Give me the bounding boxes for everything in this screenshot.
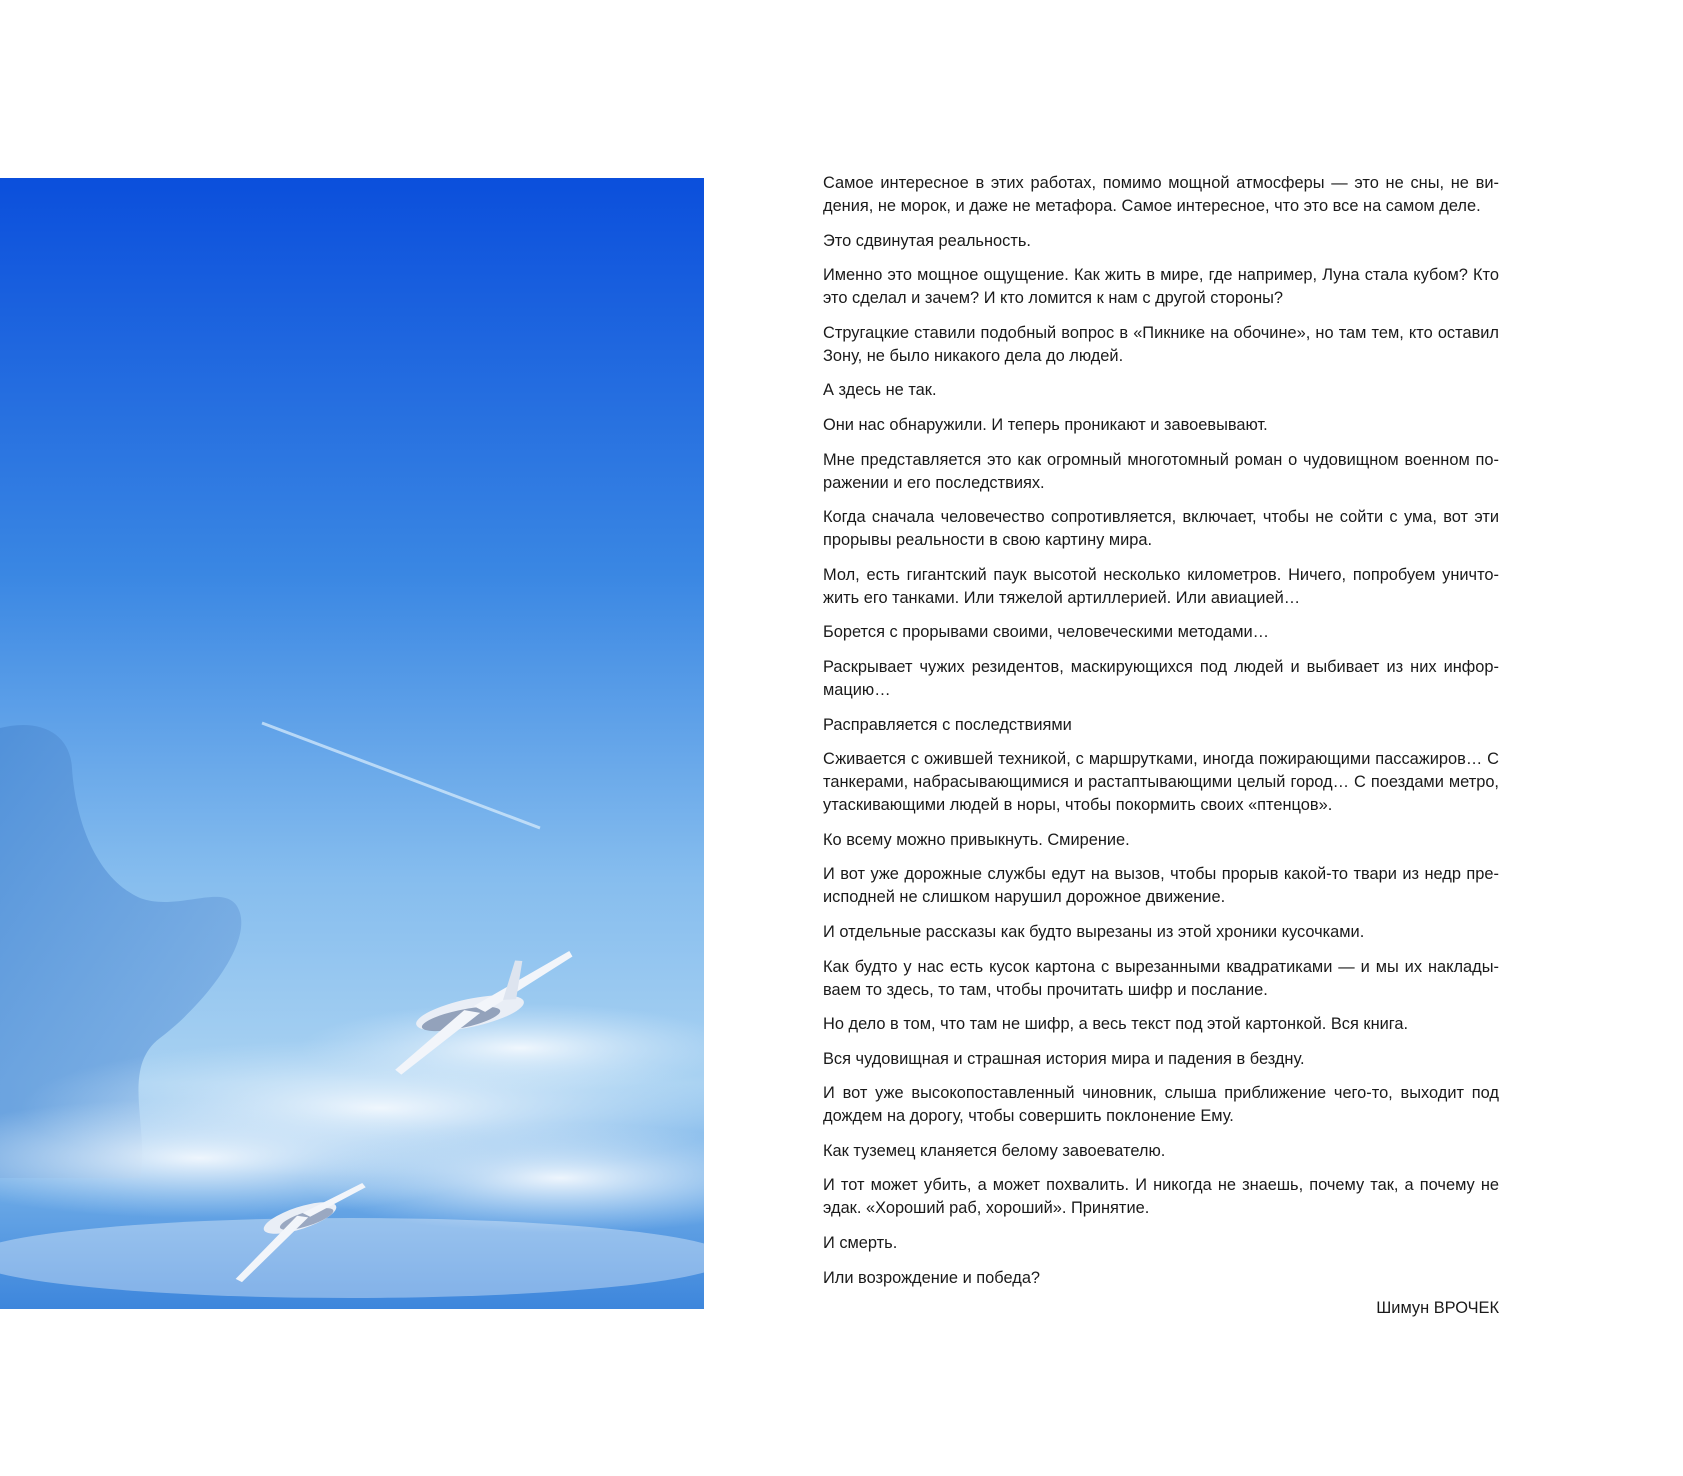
paragraph: Как будто у нас есть кусок картона с вырезанными квадратиками — и мы их накладываем то здесь, то там, чтобы прочитать шифр и послание. xyxy=(823,957,1499,999)
paragraph: Сживается с ожившей техникой, с маршрутками, иногда пожирающими пассажиров… С танкерами, набрасывающимися и растаптывающими целый город… С поездами метро, утаскивающими людей в норы, чтобы покормить своих «птенцов». xyxy=(823,750,1499,815)
paragraph: Вся чудовищная и страшная история мира и падения в бездну. xyxy=(823,1049,1305,1068)
paragraph: Или возрождение и победа? xyxy=(823,1268,1041,1287)
paragraph: Но дело в том, что там не шифр, а весь текст под этой картонкой. Вся книга. xyxy=(823,1015,1409,1034)
article-text xyxy=(823,172,1499,1320)
paragraph: Когда сначала человечество сопротивляется, включает, чтобы не сойти с ума, вот эти прорывы реальности в свою картину мира. xyxy=(823,508,1499,550)
paragraph: Раскрывает чужих резидентов, маскирующихся под людей и выбивает из них информацию… xyxy=(823,657,1499,699)
sky-scene xyxy=(0,178,704,1309)
paragraph: И вот уже высокопоставленный чиновник, слыша приближение чего-то, выходит под дождем на дорогу, чтобы совершить поклонение Ему. xyxy=(823,1084,1499,1126)
paragraph: Борется с прорывами своими, человеческими методами… xyxy=(823,623,1270,642)
paragraph: И тот может убить, а может похвалить. И никогда не знаешь, почему так, а почему не эдак. «Хороший раб, хороший». Принятие. xyxy=(823,1176,1499,1218)
paragraph: Расправляется с последствиями xyxy=(823,715,1072,734)
paragraph: А здесь не так. xyxy=(823,381,937,400)
author-signature: Шимун ВРОЧЕК xyxy=(1376,1299,1499,1318)
paragraph: И смерть. xyxy=(823,1234,898,1253)
paragraph: Ко всему можно привыкнуть. Смирение. xyxy=(823,830,1130,849)
paragraph: Мне представляется это как огромный многотомный роман о чудовищном военном поражении и его последствиях. xyxy=(823,450,1499,492)
paragraph: Именно это мощное ощущение. Как жить в мире, где например, Луна стала кубом? Кто это сделал и зачем? И кто ломится к нам с другой стороны? xyxy=(823,266,1499,308)
paragraph: Самое интересное в этих работах, помимо мощной атмосферы — это не сны, не видения, не морок, и даже не метафора. Самое интересное, что это все на самом деле. xyxy=(823,174,1499,215)
paragraph: Это сдвинутая реальность. xyxy=(823,231,1031,250)
paragraph: Стругацкие ставили подобный вопрос в «Пикнике на обочине», но там тем, кто оставил Зону, не было никакого дела до людей. xyxy=(823,323,1499,365)
paragraph: Мол, есть гигантский паук высотой несколько километров. Ничего, попробуем уничтожить его танками. Или тяжелой артиллерией. Или авиацией… xyxy=(823,565,1499,607)
cloud-layer xyxy=(0,1218,704,1298)
paragraph: Они нас обнаружили. И теперь проникают и завоевывают. xyxy=(823,415,1268,434)
paragraph: И вот уже дорожные службы едут на вызов, чтобы прорыв какой-то твари из недр преисподней не слишком нарушил дорожное движение. xyxy=(823,865,1499,907)
paragraph: И отдельные рассказы как будто вырезаны из этой хроники кусочками. xyxy=(823,922,1365,941)
paragraph: Как туземец кланяется белому завоевателю. xyxy=(823,1141,1166,1160)
sky-illustration xyxy=(0,178,704,1309)
